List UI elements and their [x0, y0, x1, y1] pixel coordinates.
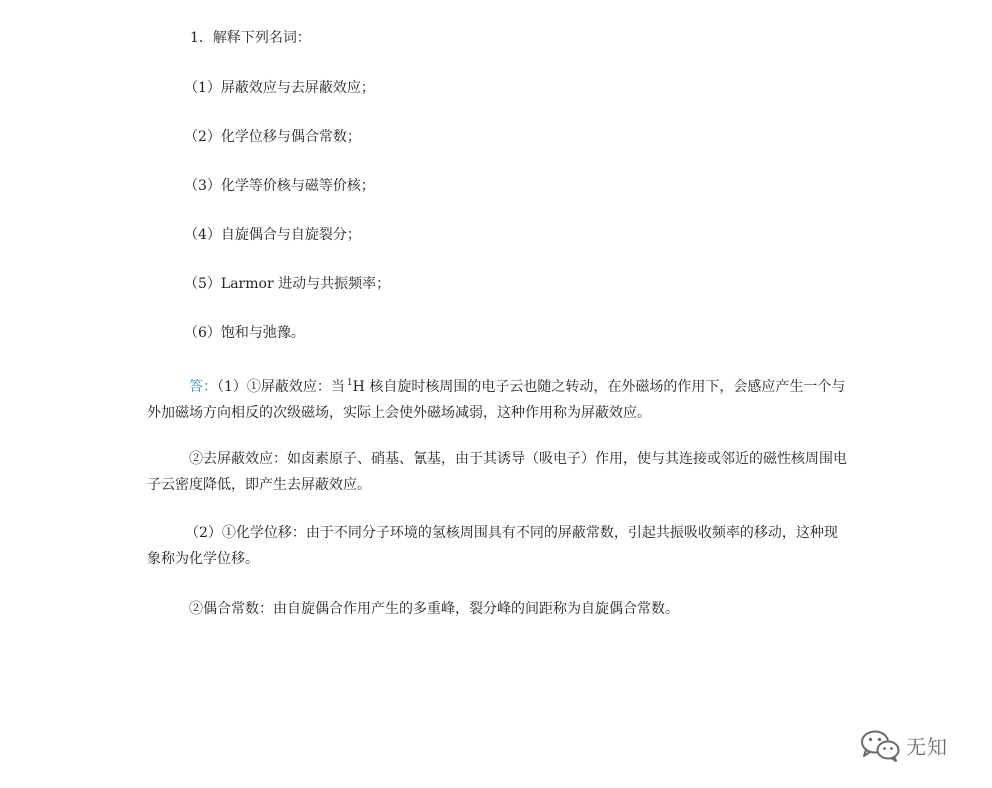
- answer-p1-prefix: （1）①屏蔽效应：当: [217, 379, 345, 395]
- question-item-4: （4）自旋偶合与自旋裂分；: [184, 227, 361, 243]
- question-item-2: （2）化学位移与偶合常数；: [184, 129, 361, 145]
- question-heading: 1．解释下列名词：: [190, 30, 311, 46]
- question-item-6: （6）饱和与弛豫。: [184, 325, 305, 341]
- answer-label: 答：: [189, 379, 217, 395]
- question-item-1: （1）屏蔽效应与去屏蔽效应；: [184, 80, 375, 96]
- answer-paragraph-1: [147, 370, 847, 426]
- watermark: [858, 728, 968, 762]
- isotope-superscript: 1: [346, 378, 353, 388]
- wechat-icon: [858, 728, 902, 762]
- answer-paragraph-4: ②偶合常数：由自旋偶合作用产生的多重峰，裂分峰的间距称为自旋偶合常数。: [189, 601, 679, 617]
- question-item-3: （3）化学等价核与磁等价核；: [184, 178, 375, 194]
- question-item-5: （5）Larmor 进动与共振频率；: [184, 276, 391, 292]
- answer-paragraph-3: （2）①化学位移：由于不同分子环境的氢核周围具有不同的屏蔽常数，引起共振吸收频率的移动，这种现象称为化学位移。: [147, 525, 838, 567]
- answer-p1-rest: H 核自旋时核周围的电子云也随之转动，在外磁场的作用下，会感应产生一个与外加磁场方向相反的次级磁场，实际上会使外磁场减弱，这种作用称为屏蔽效应。: [147, 379, 846, 421]
- answer-paragraph-2: ②去屏蔽效应：如卤素原子、硝基、氰基，由于其诱导（吸电子）作用，使与其连接或邻近的磁性核周围电子云密度降低，即产生去屏蔽效应。: [147, 451, 847, 493]
- watermark-text: 无知: [906, 734, 948, 759]
